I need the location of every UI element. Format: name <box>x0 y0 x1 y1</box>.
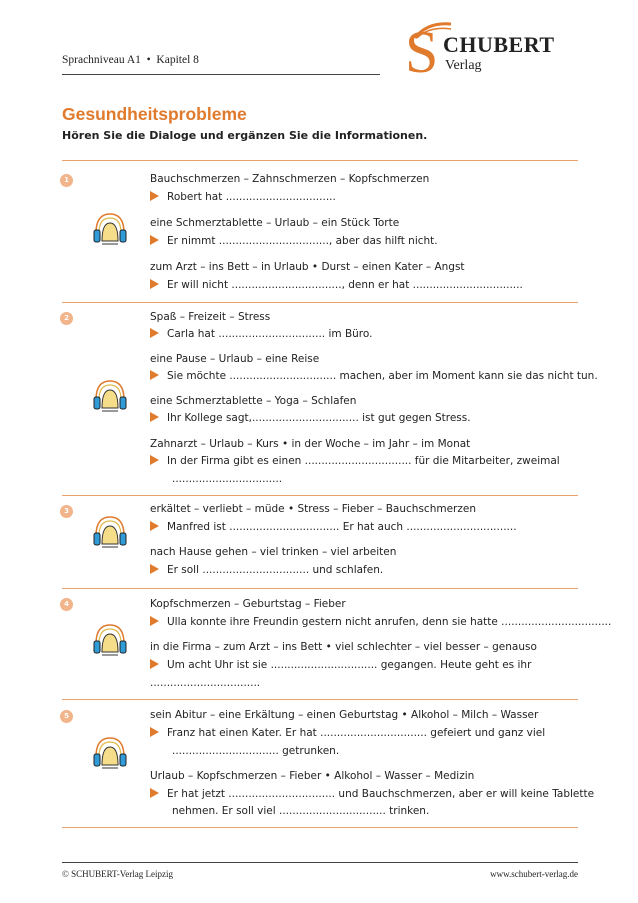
section-divider <box>62 827 578 828</box>
chapter-label: Kapitel 8 <box>156 54 199 66</box>
arrow-icon <box>150 279 159 289</box>
options-line: nach Hause gehen – viel trinken – viel arbeiten <box>150 546 397 558</box>
arrow-icon <box>150 370 159 380</box>
section-number-badge: 2 <box>60 312 73 325</box>
footer-website-link[interactable]: www.schubert-verlag.de <box>490 869 578 879</box>
options-line: Bauchschmerzen – Zahnschmerzen – Kopfschmerzen <box>150 173 430 185</box>
options-line: erkältet – verliebt – müde • Stress – Fieber – Bauchschmerzen <box>150 503 476 515</box>
arrow-icon <box>150 521 159 531</box>
task-text: Er soll ................................ und schlafen. <box>167 564 384 576</box>
task-text: Um acht Uhr ist sie ................................ gegangen. Heute geht es ihr <box>167 659 532 671</box>
task-line <box>150 370 598 382</box>
options-line: Zahnarzt – Urlaub – Kurs • in der Woche – im Jahr – im Monat <box>150 438 471 450</box>
task-text: Ihr Kollege sagt,................................ ist gut gegen Stress. <box>167 412 471 424</box>
task-continuation: ................................. <box>172 473 283 485</box>
arrow-icon <box>150 564 159 574</box>
options-line: Kopfschmerzen – Geburtstag – Fieber <box>150 598 346 610</box>
arrow-icon <box>150 328 159 338</box>
options-line: sein Abitur – eine Erkältung – einen Geburtstag • Alkohol – Milch – Wasser <box>150 709 539 721</box>
page-instructions: Hören Sie die Dialoge und ergänzen Sie die Informationen. <box>62 129 428 142</box>
task-text: Er nimmt ................................., aber das hilft nicht. <box>167 235 438 247</box>
arrow-icon <box>150 659 159 669</box>
task-continuation: nehmen. Er soll viel ................................ trinken. <box>172 805 430 817</box>
options-line: eine Pause – Urlaub – eine Reise <box>150 353 320 365</box>
task-text: Er will nicht ................................., denn er hat ................................. <box>167 279 523 291</box>
task-line <box>150 521 517 533</box>
section-number-badge: 1 <box>60 174 73 187</box>
arrow-icon <box>150 616 159 626</box>
task-continuation: ................................ getrunken. <box>172 745 340 757</box>
page-title: Gesundheitsprobleme <box>62 104 247 124</box>
task-line <box>150 616 611 628</box>
arrow-icon <box>150 412 159 422</box>
task-line <box>150 659 531 671</box>
arrow-icon <box>150 235 159 245</box>
headphones-icon <box>90 376 130 416</box>
task-text: Manfred ist ................................. Er hat auch ................................. <box>167 521 517 533</box>
section-number-badge: 3 <box>60 505 73 518</box>
options-line: in die Firma – zum Arzt – ins Bett • viel schlechter – viel besser – genauso <box>150 641 537 653</box>
task-line <box>150 455 560 467</box>
arrow-icon <box>150 191 159 201</box>
headphones-icon <box>90 620 130 660</box>
footer-divider <box>62 862 578 863</box>
task-line <box>150 564 383 576</box>
section-divider <box>62 495 578 496</box>
options-line: Spaß – Freizeit – Stress <box>150 311 271 323</box>
task-text: In der Firma gibt es einen ................................ für die Mitarbeiter, zweimal <box>167 455 560 467</box>
header-divider <box>62 74 380 75</box>
task-text: Robert hat ................................. <box>167 191 336 203</box>
separator-dot: • <box>146 54 151 66</box>
options-line: eine Schmerztablette – Yoga – Schlafen <box>150 395 357 407</box>
task-text: Sie möchte ................................ machen, aber im Moment kann sie das nicht tun. <box>167 370 598 382</box>
header-level-chapter <box>62 54 199 66</box>
section-divider <box>62 160 578 161</box>
task-line <box>150 328 372 340</box>
options-line: zum Arzt – ins Bett – in Urlaub • Durst – einen Kater – Angst <box>150 261 465 273</box>
level-label: Sprachniveau A1 <box>62 54 141 66</box>
logo-sub: Verlag <box>445 58 482 73</box>
arrow-icon <box>150 788 159 798</box>
task-line <box>150 412 471 424</box>
task-text: Carla hat ................................ im Büro. <box>167 328 373 340</box>
task-line <box>150 191 336 203</box>
logo-letter: S <box>405 19 439 85</box>
arrow-icon <box>150 455 159 465</box>
logo-name: CHUBERT <box>443 32 555 57</box>
task-text: Ulla konnte ihre Freundin gestern nicht anrufen, denn sie hatte ................................. <box>167 616 612 628</box>
options-line: eine Schmerztablette – Urlaub – ein Stück Torte <box>150 217 400 229</box>
options-line: Urlaub – Kopfschmerzen – Fieber • Alkohol – Wasser – Medizin <box>150 770 475 782</box>
section-number-badge: 4 <box>60 598 73 611</box>
footer-copyright: © SCHUBERT-Verlag Leipzig <box>62 869 173 879</box>
task-line <box>150 279 523 291</box>
task-line <box>150 788 594 800</box>
headphones-icon <box>90 512 130 552</box>
publisher-logo <box>405 19 585 85</box>
headphones-icon <box>90 209 130 249</box>
arrow-icon <box>150 727 159 737</box>
task-line <box>150 235 438 247</box>
task-continuation: ................................. <box>150 677 261 689</box>
section-divider <box>62 588 578 589</box>
section-divider <box>62 302 578 303</box>
headphones-icon <box>90 733 130 773</box>
section-divider <box>62 699 578 700</box>
section-number-badge: 5 <box>60 710 73 723</box>
task-text: Er hat jetzt ................................ und Bauchschmerzen, aber er will keine Tablette <box>167 788 595 800</box>
task-text: Franz hat einen Kater. Er hat ................................ gefeiert und ganz viel <box>167 727 546 739</box>
task-line <box>150 727 545 739</box>
